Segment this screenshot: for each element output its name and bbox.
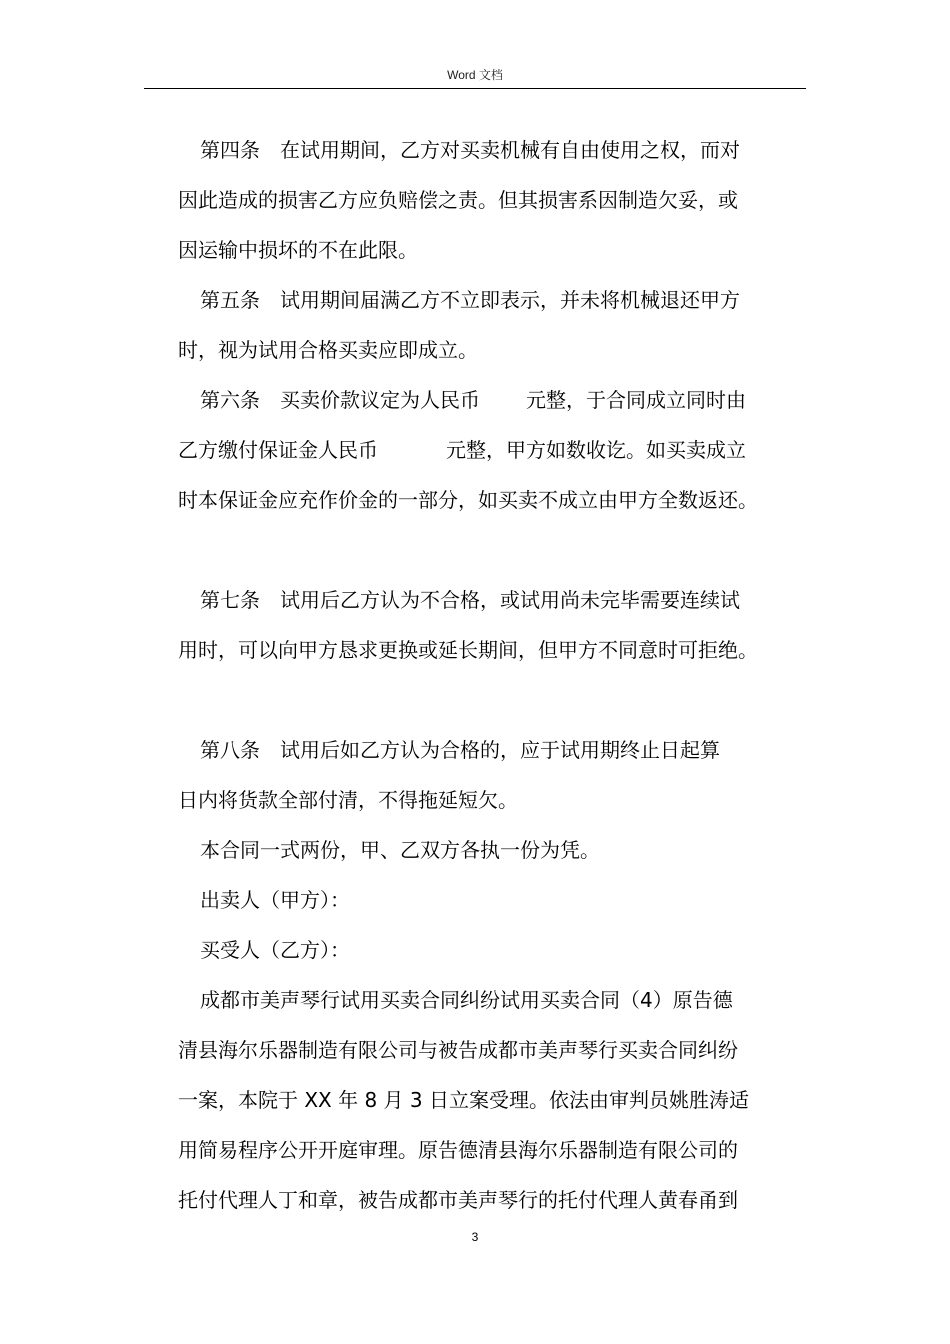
- case-line-2: 清县海尔乐器制造有限公司与被告成都市美声琴行买卖合同纠纷: [178, 1038, 738, 1062]
- article-4-line-2: 因此造成的损害乙方应负赔偿之责。但其损害系因制造欠妥，或: [178, 188, 738, 212]
- article-8-line-2: 日内将货款全部付清，不得拖延短欠。: [178, 788, 518, 812]
- case-line-5: 托付代理人丁和章，被告成都市美声琴行的托付代理人黄春甬到: [178, 1188, 738, 1212]
- seller-signature-line: 出卖人（甲方）：: [200, 888, 350, 912]
- article-8-line-1: 第八条 试用后如乙方认为合格的，应于试用期终止日起算: [200, 738, 720, 762]
- case-line-3: 一案，本院于 XX 年 8 月 3 日立案受理。依法由审判员姚胜涛适: [178, 1088, 749, 1112]
- article-7-line-1: 第七条 试用后乙方认为不合格，或试用尚未完毕需要连续试: [200, 588, 740, 612]
- buyer-signature-line: 买受人（乙方）：: [200, 938, 350, 962]
- article-4-line-1: 第四条 在试用期间，乙方对买卖机械有自由使用之权，而对: [200, 138, 740, 162]
- page-header: Word 文档: [447, 68, 503, 82]
- case-line-4: 用简易程序公开开庭审理。原告德清县海尔乐器制造有限公司的: [178, 1138, 738, 1162]
- article-6-deposit-text: 乙方缴付保证金人民币: [178, 438, 378, 462]
- article-4-line-3: 因运输中损坏的不在此限。: [178, 238, 418, 262]
- article-5-line-1: 第五条 试用期间届满乙方不立即表示，并未将机械退还甲方: [200, 288, 740, 312]
- article-6-line-1: [200, 388, 840, 412]
- article-6-line-2: [178, 438, 818, 462]
- header-divider: [144, 88, 806, 89]
- article-5-line-2: 时，视为试用合格买卖应即成立。: [178, 338, 478, 362]
- copies-statement: 本合同一式两份，甲、乙双方各执一份为凭。: [200, 838, 600, 862]
- article-6-line-3: 时本保证金应充作价金的一部分，如买卖不成立由甲方全数返还。: [178, 488, 758, 512]
- article-6-deposit-text-cont: 元整，甲方如数收讫。如买卖成立: [446, 438, 746, 462]
- article-7-line-2: 用时，可以向甲方恳求更换或延长期间，但甲方不同意时可拒绝。: [178, 638, 758, 662]
- article-6-price-text: 第六条 买卖价款议定为人民币: [200, 388, 480, 412]
- case-line-1: 成都市美声琴行试用买卖合同纠纷试用买卖合同（4）原告德: [200, 988, 733, 1012]
- article-6-price-text-cont: 元整，于合同成立同时由: [526, 388, 746, 412]
- page-number: 3: [471, 1230, 479, 1244]
